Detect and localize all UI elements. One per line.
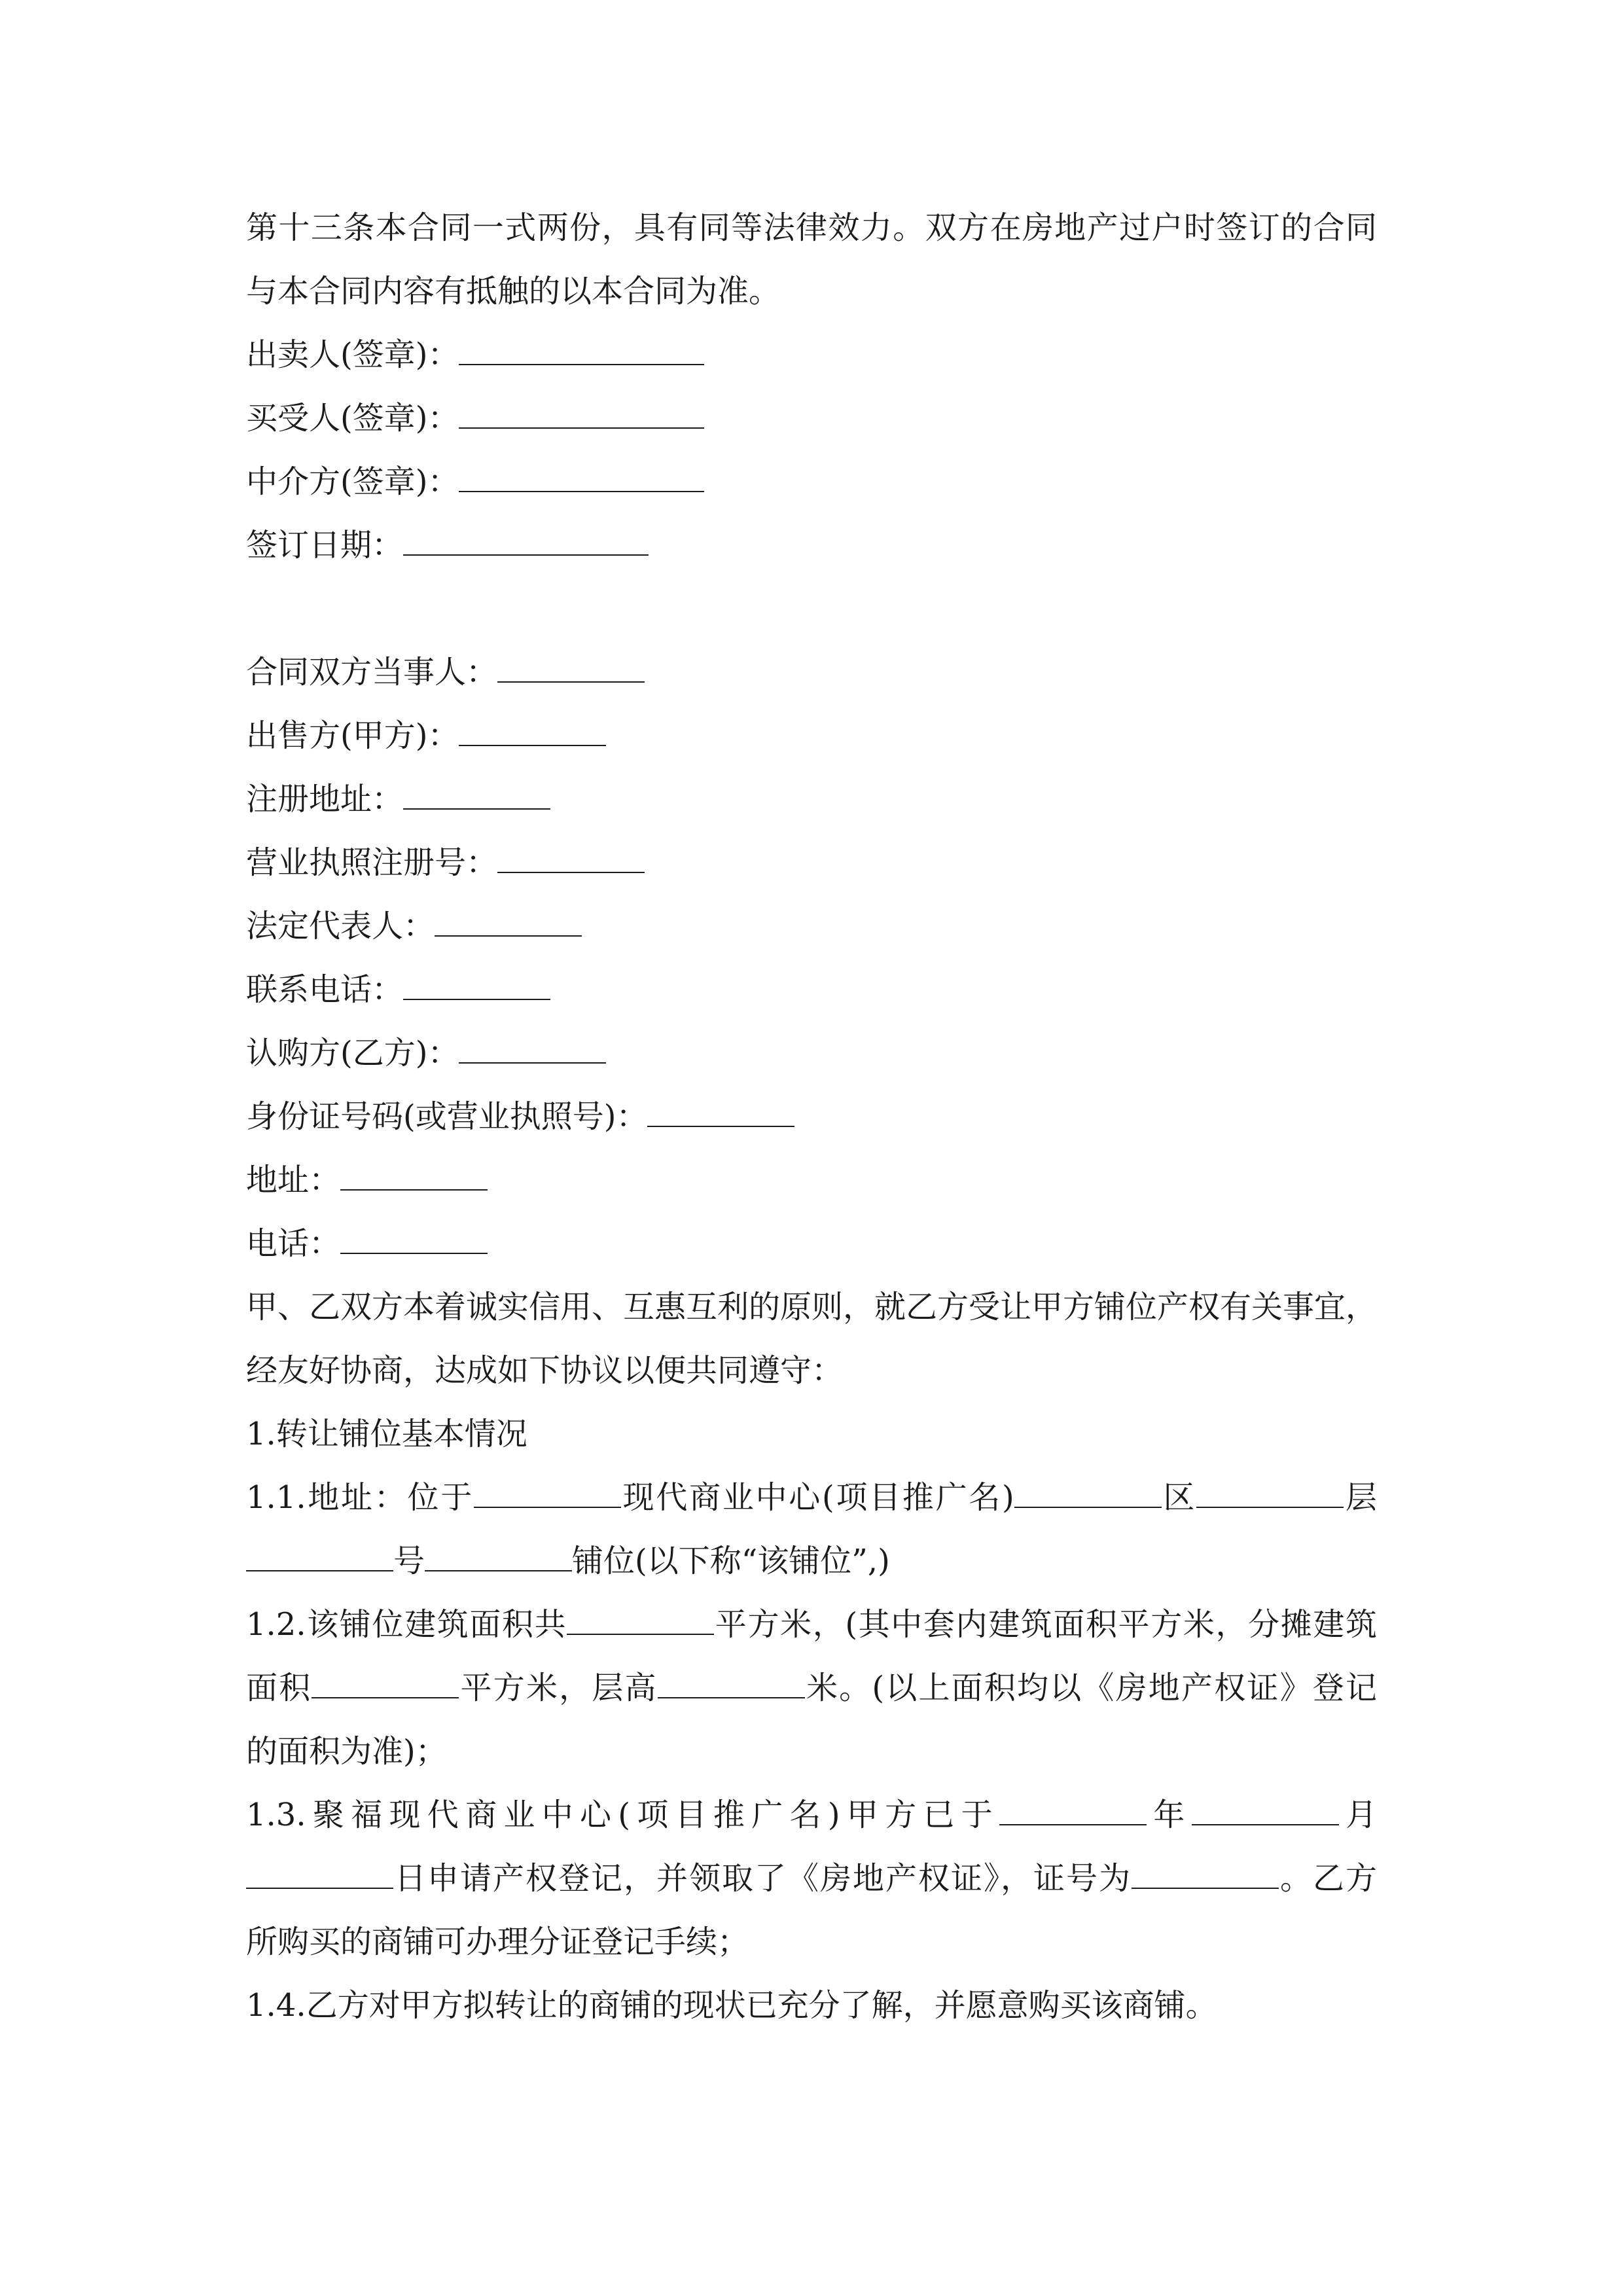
clause-1-2-line-3: 的面积为准)； xyxy=(246,1733,447,1770)
legal-rep-blank xyxy=(435,897,582,937)
clause-1-1-blank-5 xyxy=(425,1532,572,1571)
seller-party-blank xyxy=(459,707,606,746)
id-no-label: 身份证号码(或营业执照号)： xyxy=(246,1098,648,1135)
clause-1-1-text-e: 号 xyxy=(393,1543,425,1579)
phone-2-row xyxy=(246,1212,1377,1276)
buyer-signature-row xyxy=(246,387,1377,450)
signing-date-blank xyxy=(403,516,649,556)
clause-1-1-text-d: 层 xyxy=(1344,1479,1377,1516)
id-no-blank xyxy=(647,1088,794,1127)
clause-1-1-line-2 xyxy=(246,1530,1377,1593)
clause-1-2-text-e: 米。(以上面积均以《房地产权证》登记 xyxy=(804,1670,1377,1706)
clause-1-2-text-b: 平方米，(其中套内建筑面积平方米，分摊建筑 xyxy=(714,1606,1377,1643)
clause-1-1-blank-2 xyxy=(1014,1469,1162,1508)
intro-line-1: 甲、乙双方本着诚实信用、互惠互利的原则，就乙方受让甲方铺位产权有关事宜， xyxy=(246,1289,1378,1325)
contract-body xyxy=(246,196,1377,2037)
address-row xyxy=(246,1149,1377,1212)
clause-1-3-blank-2 xyxy=(1192,1786,1339,1825)
clause-1-1-blank-3 xyxy=(1196,1469,1344,1508)
clause-1-2-line-1 xyxy=(246,1593,1377,1657)
reg-address-label: 注册地址： xyxy=(246,781,404,817)
article-13-line-1: 第十三条本合同一式两份，具有同等法律效力。双方在房地产过户时签订的合同 xyxy=(246,209,1377,246)
parties-heading-blank xyxy=(497,643,645,683)
clause-1-2-line-2 xyxy=(246,1657,1377,1720)
reg-address-blank xyxy=(403,770,550,810)
phone-1-blank xyxy=(403,961,550,1000)
phone-1-row xyxy=(246,958,1377,1022)
phone-2-label: 电话： xyxy=(246,1225,341,1262)
buyer-party-row xyxy=(246,1022,1377,1085)
clause-1-3-blank-1 xyxy=(999,1786,1147,1825)
seller-signature-label: 出卖人(签章)： xyxy=(246,336,459,373)
clause-1-1-text-a: 1.1.地址：位于 xyxy=(246,1479,474,1516)
clause-1-2-text-c: 面积 xyxy=(246,1670,312,1706)
phone-1-label: 联系电话： xyxy=(246,971,404,1008)
phone-2-blank xyxy=(340,1215,488,1254)
clause-1-1-text-f: 铺位(以下称“该铺位”,) xyxy=(572,1543,890,1579)
legal-rep-row xyxy=(246,895,1377,958)
address-blank xyxy=(340,1151,488,1191)
clause-1-1-text-c: 区 xyxy=(1161,1479,1197,1516)
seller-signature-row xyxy=(246,323,1377,387)
clause-1-2-blank-1 xyxy=(567,1596,714,1635)
clause-1-2-blank-2 xyxy=(312,1659,459,1698)
clause-1-2-blank-3 xyxy=(658,1659,805,1698)
clause-1-1-blank-4 xyxy=(246,1532,393,1571)
section-1-title: 1.转让铺位基本情况 xyxy=(246,1416,527,1452)
clause-1-1-line-1 xyxy=(246,1466,1377,1530)
seller-party-label: 出售方(甲方)： xyxy=(246,717,459,754)
license-no-label: 营业执照注册号： xyxy=(246,844,498,881)
parties-heading-label: 合同双方当事人： xyxy=(246,654,498,691)
buyer-signature-blank xyxy=(459,389,704,429)
clause-1-2-text-a: 1.2.该铺位建筑面积共 xyxy=(246,1606,567,1643)
buyer-party-blank xyxy=(459,1024,606,1064)
clause-1-3-line-3: 所购买的商铺可办理分证登记手续； xyxy=(246,1924,749,1960)
license-no-blank xyxy=(497,834,645,873)
clause-1-3-text-c: 月 xyxy=(1338,1797,1377,1833)
agent-signature-label: 中介方(签章)： xyxy=(246,463,459,500)
reg-address-row xyxy=(246,768,1377,831)
address-label: 地址： xyxy=(246,1162,341,1198)
clause-1-1-text-b: 现代商业中心(项目推广名) xyxy=(620,1479,1014,1516)
clause-1-3-blank-4 xyxy=(1132,1850,1279,1889)
signing-date-label: 签订日期： xyxy=(246,527,404,564)
buyer-party-label: 认购方(乙方)： xyxy=(246,1035,459,1071)
article-13-line-2: 与本合同内容有抵触的以本合同为准。 xyxy=(246,273,781,310)
agent-signature-blank xyxy=(459,453,704,492)
id-no-row xyxy=(246,1085,1377,1149)
agent-signature-row xyxy=(246,450,1377,514)
buyer-signature-label: 买受人(签章)： xyxy=(246,400,459,437)
clause-1-4: 1.4.乙方对甲方拟转让的商铺的现状已充分了解，并愿意购买该商铺。 xyxy=(246,1987,1217,2024)
clause-1-3-text-e: 。乙方 xyxy=(1278,1860,1377,1897)
seller-party-row xyxy=(246,704,1377,768)
signing-date-row xyxy=(246,514,1377,577)
clause-1-3-text-d: 日申请产权登记，并领取了《房地产权证》，证号为 xyxy=(393,1860,1132,1897)
clause-1-3-text-a: 1.3.聚福现代商业中心(项目推广名)甲方已于 xyxy=(246,1797,1000,1833)
clause-1-3-line-1 xyxy=(246,1784,1377,1847)
intro-line-2: 经友好协商，达成如下协议以便共同遵守： xyxy=(246,1352,844,1389)
clause-1-3-line-2 xyxy=(246,1847,1377,1910)
parties-heading-row xyxy=(246,641,1377,704)
clause-1-3-text-b: 年 xyxy=(1147,1797,1192,1833)
seller-signature-blank xyxy=(459,326,704,365)
license-no-row xyxy=(246,831,1377,895)
section-spacer xyxy=(246,577,1377,641)
clause-1-3-blank-3 xyxy=(246,1850,393,1889)
clause-1-1-blank-1 xyxy=(474,1469,621,1508)
legal-rep-label: 法定代表人： xyxy=(246,908,435,944)
clause-1-2-text-d: 平方米，层高 xyxy=(459,1670,658,1706)
